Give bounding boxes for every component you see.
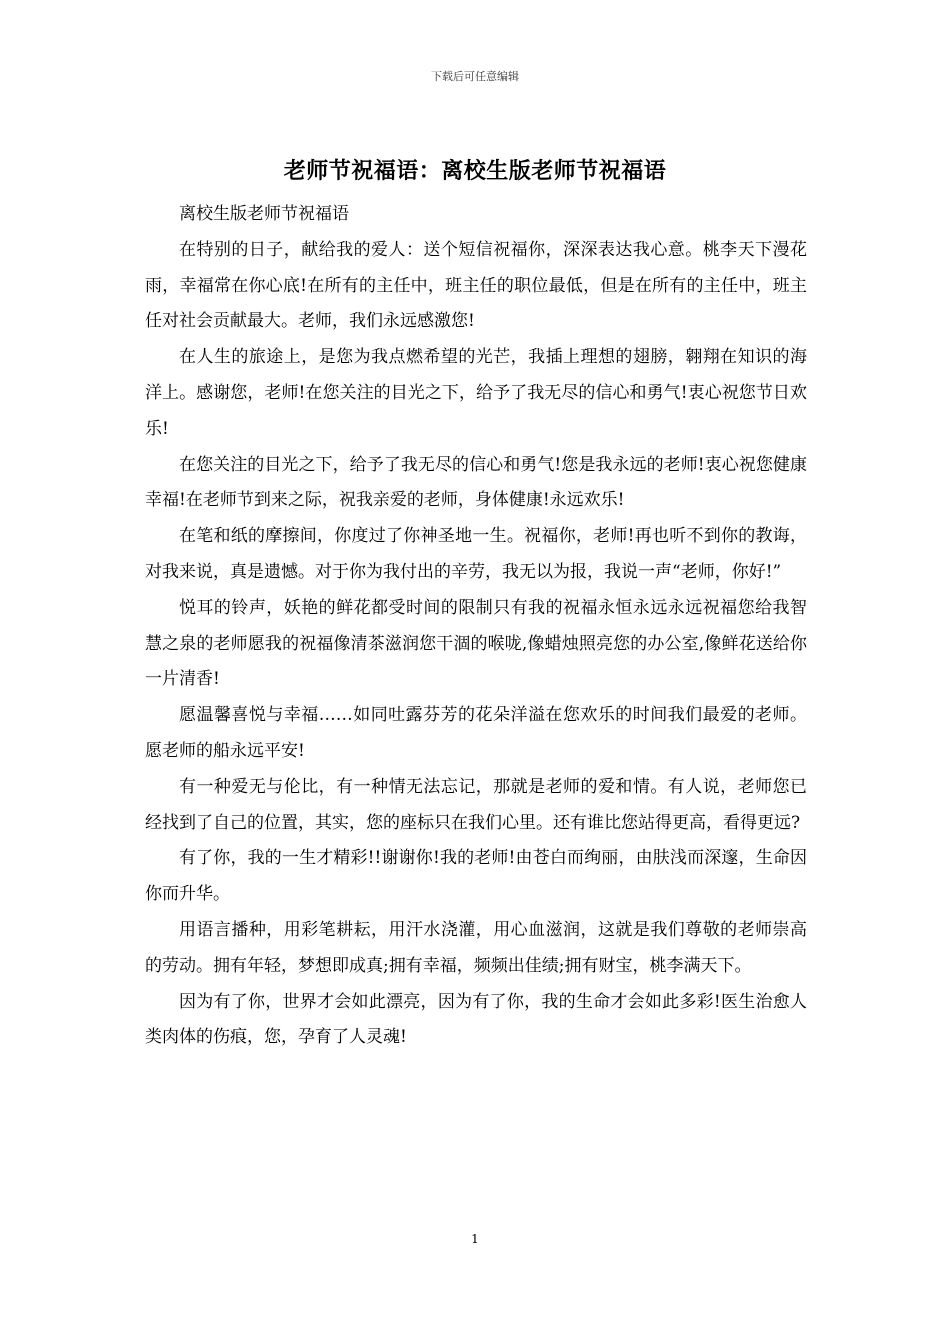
paragraph: 悦耳的铃声，妖艳的鲜花都受时间的限制只有我的祝福永恒永远永远祝福您给我智慧之泉的老师愿我的祝福像清茶滋润您干涸的喉咙,像蜡烛照亮您的办公室,像鲜花送给你一片清香! — [145, 597, 807, 690]
paragraph: 在特别的日子，献给我的爱人：送个短信祝福你，深深表达我心意。桃李天下漫花雨，幸福常在你心底!在所有的主任中，班主任的职位最低，但是在所有的主任中，班主任对社会贡献最大。老师，我们永远感激您! — [145, 239, 807, 332]
page-number: 1 — [471, 1232, 479, 1246]
paragraph: 因为有了你，世界才会如此漂亮，因为有了你，我的生命才会如此多彩!医生治愈人类肉体的伤痕，您，孕育了人灵魂! — [145, 991, 807, 1048]
page-title: 老师节祝福语：离校生版老师节祝福语 — [283, 159, 667, 184]
paragraph: 在您关注的目光之下，给予了我无尽的信心和勇气!您是我永远的老师!衷心祝您健康幸福!在老师节到来之际，祝我亲爱的老师，身体健康!永远欢乐! — [145, 454, 807, 511]
paragraph: 愿温馨喜悦与幸福……如同吐露芬芳的花朵洋溢在您欢乐的时间我们最爱的老师。愿老师的船永远平安! — [145, 705, 807, 761]
document-body — [145, 197, 807, 1056]
paragraph: 用语言播种，用彩笔耕耘，用汗水浇灌，用心血滋润，这就是我们尊敬的老师崇高的劳动。拥有年轻，梦想即成真;拥有幸福，频频出佳绩;拥有财宝，桃李满天下。 — [145, 919, 807, 976]
paragraph: 有了你，我的一生才精彩!!谢谢你!我的老师!由苍白而绚丽，由肤浅而深邃，生命因你而升华。 — [145, 848, 807, 905]
header-note: 下载后可任意编辑 — [431, 70, 519, 83]
paragraph: 离校生版老师节祝福语 — [179, 204, 349, 224]
paragraph: 在笔和纸的摩擦间，你度过了你神圣地一生。祝福你，老师!再也听不到你的教诲，对我来说，真是遗憾。对于你为我付出的辛劳，我无以为报，我说一声“老师，你好!” — [145, 526, 807, 582]
paragraph: 在人生的旅途上，是您为我点燃希望的光芒，我插上理想的翅膀，翱翔在知识的海洋上。感谢您，老师!在您关注的目光之下，给予了我无尽的信心和勇气!衷心祝您节日欢乐! — [145, 347, 807, 439]
paragraph: 有一种爱无与伦比，有一种情无法忘记，那就是老师的爱和情。有人说，老师您已经找到了自己的位置，其实，您的座标只在我们心里。还有谁比您站得更高，看得更远? — [145, 776, 807, 833]
